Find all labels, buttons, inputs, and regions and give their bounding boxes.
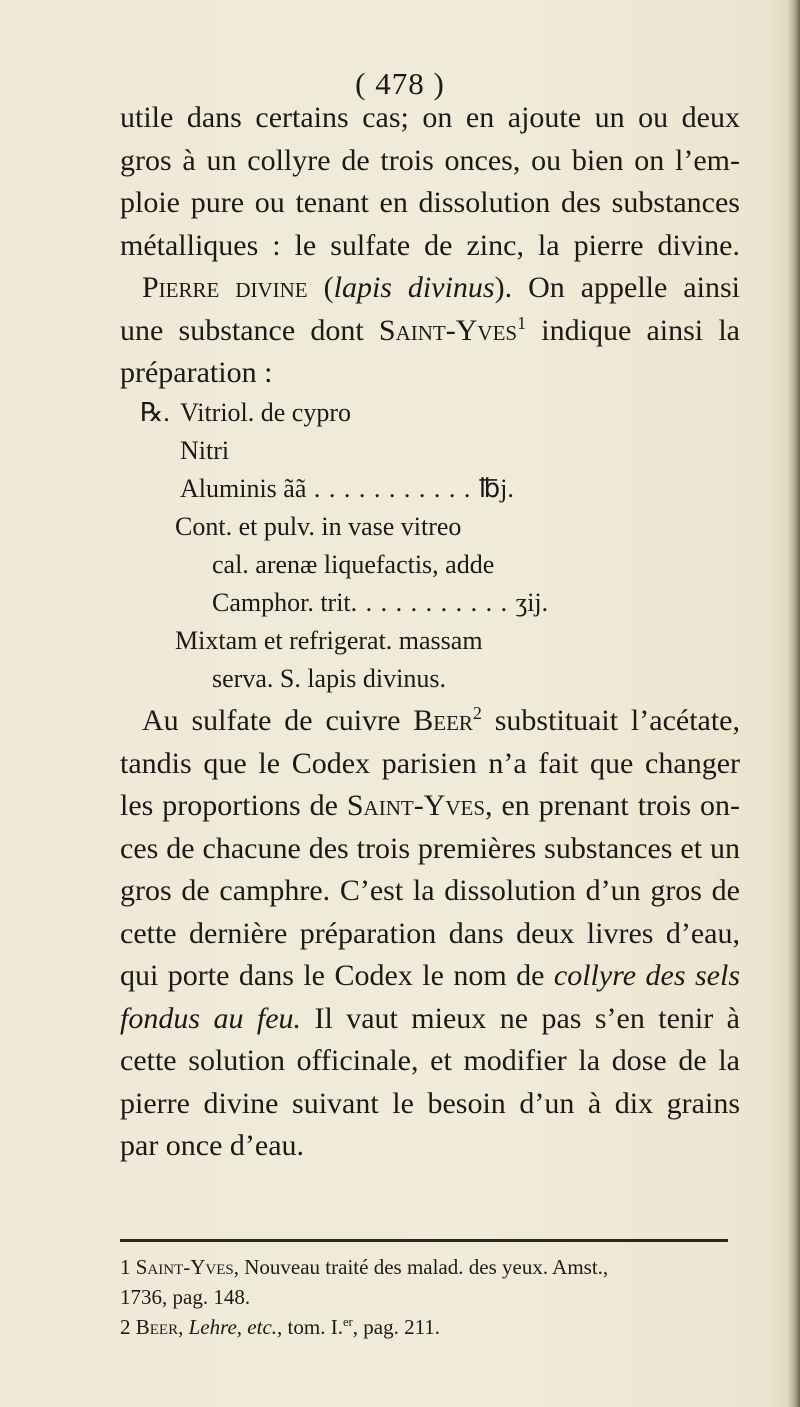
text-fragment: On appelle ainsi — [512, 271, 740, 304]
text-line — [120, 700, 740, 743]
text-fragment: Il vaut mieux ne pas s’en tenir à — [301, 1001, 740, 1035]
footnote-number: 2 — [120, 1315, 131, 1339]
text-line — [120, 267, 740, 310]
footnote-number: 1 — [120, 1255, 131, 1279]
text-line: pierre divine suivant le besoin d’un à dix grains — [120, 1086, 740, 1120]
text-line: utile dans certains cas; on en ajoute un ou deux — [120, 101, 740, 134]
author-name: Saint-Yves — [346, 789, 486, 822]
recipe-line: Cont. et pulv. in vase vitreo — [175, 512, 462, 541]
recipe-block — [0, 394, 680, 698]
leader-dots: . . . . . . . . . . . — [350, 588, 516, 617]
footnote-text: , Nouveau traité des malad. des yeux. Amst., — [233, 1255, 609, 1279]
recipe-line — [0, 584, 680, 622]
recipe-line: cal. arenæ liquefactis, adde — [212, 550, 495, 579]
latin-term: lapis divinus — [333, 271, 495, 304]
author-name: Saint-Yves — [378, 313, 518, 347]
recipe-line — [0, 394, 680, 432]
recipe-quantity: ℔j. — [478, 474, 514, 503]
text-line: par once d’eau. — [120, 1129, 305, 1162]
text-line — [120, 785, 740, 828]
text-line: gros de camphre. C’est la dissolution d’un gros de — [120, 874, 740, 907]
leader-dots: . . . . . . . . . . . — [306, 474, 479, 503]
footnote-text: , pag. 211. — [352, 1315, 441, 1339]
text-line: préparation : — [120, 356, 273, 389]
text-fragment: une substance dont — [120, 313, 379, 347]
text-line — [120, 310, 740, 353]
paren: ( — [307, 271, 334, 304]
text-fragment: Au sulfate de cuivre — [142, 704, 414, 737]
footnote-1 — [120, 1252, 740, 1282]
text-line: gros à un collyre de trois onces, ou bien on l’em- — [120, 143, 740, 177]
work-title: Lehre, etc. — [188, 1315, 278, 1339]
term-pierre-divine: Pierre divine — [142, 271, 308, 304]
footnote-divider — [120, 1239, 728, 1242]
text-line: tandis que le Codex parisien n’a fait que changer — [120, 746, 740, 780]
text-fragment: qui porte dans le Codex le nom de — [120, 959, 554, 992]
text-fragment: les proportions de — [120, 789, 347, 822]
text-line: métalliques : le sulfate de zinc, la pierre divine. — [120, 228, 740, 262]
footnote-text: , tom. I. — [277, 1315, 343, 1339]
recipe-text: Camphor. trit — [212, 588, 351, 617]
recipe-line: serva. S. lapis divinus. — [212, 664, 446, 693]
page-edge-shadow — [786, 0, 800, 1407]
paragraph-3 — [120, 700, 740, 1168]
text-line — [120, 998, 740, 1041]
footnote-2 — [120, 1312, 740, 1342]
italic-term: collyre des sels — [553, 959, 740, 992]
text-line: ploie pure ou tenant en dissolution des substances — [120, 186, 740, 219]
paren: ). — [494, 271, 513, 304]
text-line: cette solution officinale, et modifier la dose de la — [120, 1044, 740, 1077]
author-name: Beer — [135, 1315, 179, 1339]
page-number: ( 478 ) — [355, 66, 445, 101]
author-name: Saint-Yves — [135, 1255, 234, 1279]
text-line — [120, 955, 740, 998]
recipe-text: Vitriol. de cypro — [180, 398, 352, 427]
text-line: ces de chacune des trois premières substances et un — [120, 831, 740, 865]
recipe-line: Nitri — [180, 436, 230, 465]
superscript: er — [342, 1315, 353, 1329]
footnote-ref: 1 — [517, 312, 527, 333]
recipe-text: Aluminis ãã — [180, 474, 307, 503]
paragraph-1 — [120, 97, 740, 267]
italic-term: fondus au feu. — [120, 1001, 302, 1035]
author-name: Beer — [413, 704, 473, 737]
paragraph-2 — [120, 267, 740, 395]
recipe-symbol: ℞. — [140, 398, 170, 427]
text-fragment: substituait l’acétate, — [481, 704, 741, 737]
text-fragment: indique ainsi la — [526, 313, 740, 347]
separator: , — [178, 1315, 189, 1339]
footnote-1-cont: 1736, pag. 148. — [120, 1285, 251, 1309]
recipe-line: Mixtam et refrigerat. massam — [175, 626, 483, 655]
text-fragment: , en prenant trois on- — [485, 789, 740, 822]
recipe-line — [0, 470, 680, 508]
text-line: cette dernière préparation dans deux livres d’eau, — [120, 916, 740, 950]
footnotes — [120, 1252, 740, 1342]
footnote-ref: 2 — [472, 703, 482, 723]
recipe-quantity: ʒij. — [515, 588, 549, 617]
